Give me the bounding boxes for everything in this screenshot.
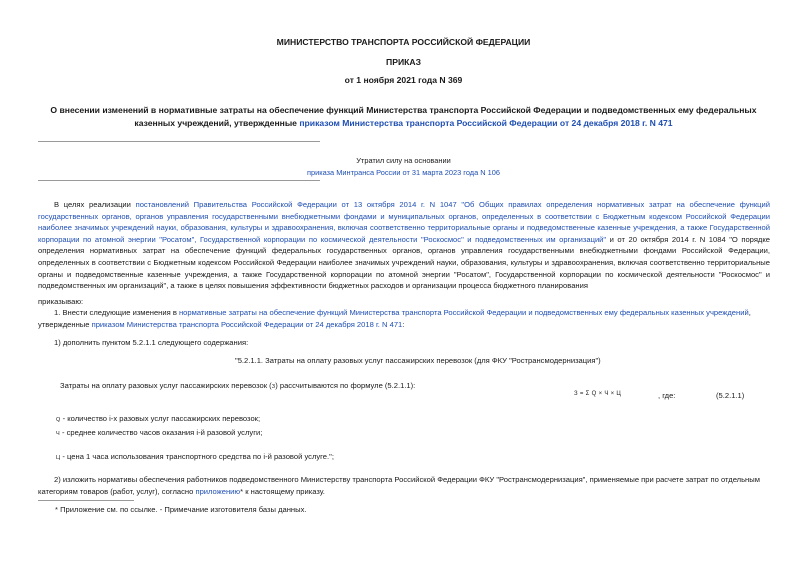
definition-quantity-text: - количество i-х разовых услуг пассажирских перевозок;	[60, 414, 261, 423]
definition-price	[56, 452, 334, 461]
symbol-ch: Ч	[56, 431, 60, 437]
calculation-intro	[60, 381, 415, 390]
item-1: 1) дополнить пунктом 5.2.1.1 следующего содержания:	[54, 338, 249, 347]
clause-1-paragraph	[38, 307, 770, 330]
document-title	[30, 104, 777, 129]
footnote: * Приложение см. по ссылке. - Примечание изготовителя базы данных.	[55, 505, 307, 514]
title-link-order-471[interactable]: приказом Министерства транспорта Российской Федерации от 24 декабря 2018 г. N 471	[299, 117, 673, 128]
clause-1-text-mid: , утвержденные	[38, 308, 751, 329]
definition-price-text: - цена 1 часа использования транспортного средства по i-й разовой услуге.";	[60, 452, 334, 461]
symbol-ts: Ц	[56, 455, 61, 461]
calc-text-end: ) рассчитываются по формуле (5.2.1.1):	[275, 381, 416, 390]
calc-text-start: Затраты на оплату разовых услуг пассажирских перевозок (	[60, 381, 272, 390]
title-text: О внесении изменений в нормативные затраты на обеспечение функций Министерства транспорта Российской Федерации и подведомственных ему федеральных казенных учреждений, утвержденные	[50, 105, 757, 128]
item-2-link-appendix[interactable]: приложению	[195, 486, 241, 496]
ordered-text: приказываю:	[38, 297, 84, 306]
definition-hours-text: - среднее количество часов оказания i-й разовой услуги;	[59, 428, 263, 437]
formula-5-2-1-1: З = Σ Q × Ч × Ц	[574, 391, 622, 397]
preamble-text-end: и от 20 октября 2014 г. N 1084 "О порядке определения нормативных затрат на обеспечение функций федеральных государственных органов, органов управления государственными внебюджетными фондами Российской Федерации, определенных в соответствии с Бюджетным кодексом Российской Федерации наиболее значимых учреждений науки, образования, культуры и здравоохранения, включая соответственно территориальные органы и подведомственные казенные учреждения, а также Государственной корпорации по атомной энергии "Росатом", Государственной корпорации по космической деятельности "Роскосмос" и подведомственных им организаций", а также в целях повышения эффективности бюджетных расходов и организации процесса бюджетного планирования	[38, 234, 770, 291]
preamble-link-resolutions[interactable]: постановлений Правительства Российской Федерации от 13 октября 2014 г. N 1047 "Об Общих правилах определения нормативных затрат на обеспечение функций государственных органов, органов управления государственными внебюджетными фондами и муниципальных органов, определенных в соответствии с Бюджетным кодексом Российской Федерации наиболее значимых учреждений науки, образования, культуры и здравоохранения, включая соответственно территориальные органы и подведомственные казенные учреждения, а также Государственной корпорации по атомной энергии "Росатом", Государственной корпорации по космической деятельности "Роскосмос" и подведомственных им организаций"	[38, 200, 770, 244]
clause-1-text-end: :	[402, 319, 405, 329]
revoked-link[interactable]: приказа Минтранса России от 31 марта 2023 года N 106	[307, 168, 500, 177]
document-date-number: от 1 ноября 2021 года N 369	[344, 75, 463, 85]
item-2-text: 2) изложить нормативы обеспечения работников подведомственного Министерству транспорта Российской Федерации ФКУ "Ространсмодернизация", применяемые при расчете затрат по отдельным категориям товаров (работ, услуг), согласно	[38, 475, 760, 496]
item-2-text-end: * к настоящему приказу.	[240, 486, 325, 496]
symbol-q: Q	[56, 417, 61, 423]
document-kind: ПРИКАЗ	[386, 57, 421, 67]
preamble-text-start: В целях реализации	[54, 200, 136, 209]
clause-1-link-norms[interactable]: нормативные затраты на обеспечение функций Министерства транспорта Российской Федерации и подведомственных ему федеральных казенных учреждений	[178, 308, 749, 317]
definition-hours	[56, 428, 262, 437]
preamble-paragraph	[38, 199, 770, 292]
divider-bottom	[38, 180, 320, 181]
formula-symbol-inline: З	[271, 384, 276, 390]
clause-1-text-start: 1. Внести следующие изменения в	[54, 308, 179, 317]
footnote-divider	[38, 500, 134, 501]
revoked-notice	[0, 155, 807, 179]
definition-quantity	[56, 414, 260, 423]
clause-1-link-order-471[interactable]: приказом Министерства транспорта Российской Федерации от 24 декабря 2018 г. N 471	[91, 319, 403, 329]
ministry-name: МИНИСТЕРСТВО ТРАНСПОРТА РОССИЙСКОЙ ФЕДЕРАЦИИ	[276, 37, 531, 47]
item-2	[38, 474, 770, 497]
formula-where: , где:	[658, 391, 676, 400]
quoted-heading: "5.2.1.1. Затраты на оплату разовых услуг пассажирских перевозок (для ФКУ "Ространсмодернизация")	[235, 356, 601, 365]
revoked-label: Утратил силу на основании	[356, 156, 451, 165]
formula-number: (5.2.1.1)	[716, 391, 745, 400]
divider-top	[38, 141, 320, 142]
